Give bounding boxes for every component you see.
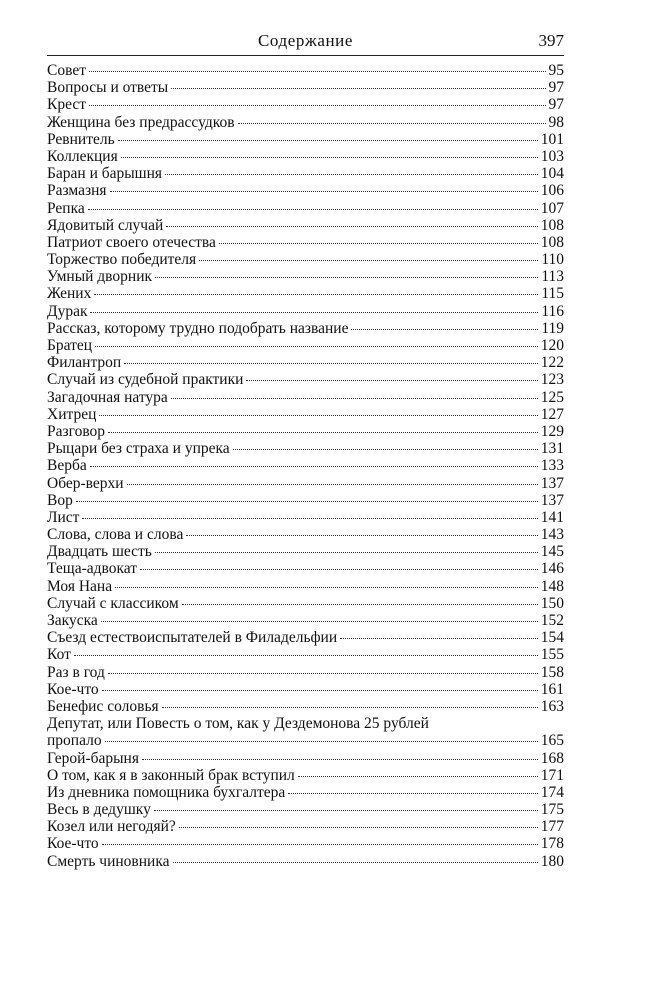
- dot-leader: [142, 759, 538, 760]
- toc-entry: [47, 767, 564, 784]
- toc-entry: [47, 629, 564, 646]
- toc-entry: [47, 389, 564, 406]
- toc-entry-page: 129: [540, 422, 564, 440]
- toc-entry: [47, 62, 564, 79]
- dot-leader: [74, 655, 538, 656]
- dot-leader: [90, 312, 538, 313]
- dot-leader: [94, 294, 538, 295]
- dot-leader: [90, 466, 538, 467]
- toc-entry-page: 116: [541, 302, 564, 320]
- toc-entry: [47, 423, 564, 440]
- toc-entry-title: Из дневника помощника бухгалтера: [47, 783, 286, 801]
- dot-leader: [95, 346, 538, 347]
- toc-entry: [47, 543, 564, 560]
- toc-entry-title: Моя Нана: [47, 577, 113, 595]
- toc-entry-title: Двадцать шесть: [47, 543, 152, 561]
- toc-entry-page: 141: [540, 508, 564, 526]
- toc-entry-title: Совет: [47, 62, 86, 79]
- toc-entry-title: Кое-что: [47, 680, 99, 698]
- toc-entry-page: 171: [540, 766, 564, 784]
- toc-entry-title: Торжество победителя: [47, 251, 197, 269]
- toc-entry-title: Филантроп: [47, 354, 122, 372]
- toc-entry: [47, 131, 564, 148]
- toc-entry-title: Умный дворник: [47, 268, 153, 286]
- dot-leader: [101, 621, 538, 622]
- toc-entry: [47, 853, 564, 870]
- dot-leader: [219, 243, 538, 244]
- dot-leader: [102, 690, 538, 691]
- toc-entry: [47, 646, 564, 663]
- toc-entry: [47, 200, 564, 217]
- toc-entry-title: Верба: [47, 457, 87, 475]
- toc-entry-title: Весь в дедушку: [47, 801, 151, 819]
- toc-entry: [47, 664, 564, 681]
- toc-entry-page: 180: [540, 852, 564, 870]
- dot-leader: [89, 105, 545, 106]
- dot-leader: [115, 587, 538, 588]
- toc-entry: [47, 509, 564, 526]
- dot-leader: [179, 827, 538, 828]
- dot-leader: [140, 569, 538, 570]
- dot-leader: [162, 707, 538, 708]
- toc-entry-title: Патриот своего отечества: [47, 233, 216, 251]
- toc-entry-title: Женщина без предрассудков: [47, 113, 235, 131]
- toc-entry-page: 104: [540, 165, 564, 183]
- toc-entry: [47, 148, 564, 165]
- toc-entry-page: 108: [540, 233, 564, 251]
- dot-leader: [154, 810, 538, 811]
- toc-entry-page: 127: [540, 405, 564, 423]
- toc-entry: [47, 578, 564, 595]
- toc-entry-page: 119: [541, 319, 564, 337]
- toc-entry-page: 107: [540, 199, 564, 217]
- toc-entry-page: 106: [540, 182, 564, 200]
- toc-entry-page: 178: [540, 835, 564, 853]
- dot-leader: [182, 604, 538, 605]
- toc-entry-title: Дурак: [47, 302, 88, 320]
- toc-entry-page: 137: [540, 491, 564, 509]
- toc-entry-title: Случай из судебной практики: [47, 371, 244, 389]
- toc-entry: [47, 784, 564, 801]
- toc-entry-title: Размазня: [47, 182, 107, 200]
- toc-entry-title: Смерть чиновника: [47, 852, 170, 870]
- toc-entry-page: 146: [540, 560, 564, 578]
- toc-entry-title: Ревнитель: [47, 130, 115, 148]
- toc-entry: [47, 595, 564, 612]
- dot-leader: [105, 741, 538, 742]
- dot-leader: [246, 380, 537, 381]
- toc-entry-title: Баран и барышня: [47, 165, 163, 183]
- dot-leader: [298, 776, 538, 777]
- dot-leader: [288, 793, 537, 794]
- toc-entry: [47, 285, 564, 302]
- toc-entry-title: Бенефис соловья: [47, 697, 159, 715]
- header-title: Содержание: [257, 31, 354, 50]
- toc-entry-page: 137: [540, 474, 564, 492]
- dot-leader: [89, 71, 546, 72]
- toc-entry-page: 133: [540, 457, 564, 475]
- dot-leader: [171, 398, 538, 399]
- toc-entry-page: 95: [548, 62, 564, 79]
- header-rule: [47, 55, 564, 56]
- toc-entry-page: 174: [540, 783, 564, 801]
- toc-entry-title: О том, как я в законный брак вступил: [47, 766, 295, 784]
- toc-entry: [47, 234, 564, 251]
- toc-entry: [47, 303, 564, 320]
- toc-entry-title: Слова, слова и слова: [47, 526, 184, 544]
- toc-entry-page: 131: [540, 440, 564, 458]
- toc-entry: [47, 457, 564, 474]
- toc-entry: [47, 818, 564, 835]
- toc-entry: [47, 182, 564, 199]
- toc-entry: [47, 251, 564, 268]
- dot-leader: [233, 449, 538, 450]
- toc-entry: [47, 560, 564, 577]
- toc-entry-page: 158: [540, 663, 564, 681]
- toc-entry: [47, 406, 564, 423]
- toc-entry-page: 165: [540, 732, 564, 750]
- toc-entry-title: Жених: [47, 285, 92, 303]
- toc-entry-title: Разговор: [47, 422, 106, 440]
- dot-leader: [351, 329, 538, 330]
- dot-leader: [121, 157, 538, 158]
- toc-entry: [47, 354, 564, 371]
- toc-entry-page: 145: [540, 543, 564, 561]
- toc-entry-title: Герой-барыня: [47, 749, 139, 767]
- toc-entry-page: 97: [548, 96, 564, 114]
- toc-entry-page: 148: [540, 577, 564, 595]
- dot-leader: [155, 552, 538, 553]
- dot-leader: [110, 191, 538, 192]
- toc-entry: [47, 475, 564, 492]
- toc-entry-title: Случай с классиком: [47, 594, 179, 612]
- toc-entry: [47, 715, 564, 749]
- dot-leader: [186, 535, 537, 536]
- toc-entry-title: Репка: [47, 199, 85, 217]
- toc-entry-title: Хитрец: [47, 405, 97, 423]
- dot-leader: [165, 174, 538, 175]
- dot-leader: [155, 277, 538, 278]
- toc-entry-page: 177: [540, 818, 564, 836]
- toc-entry-page: 125: [540, 388, 564, 406]
- toc-entry: [47, 320, 564, 337]
- toc-entry: [47, 612, 564, 629]
- toc-entry-title: Вопросы и ответы: [47, 79, 169, 97]
- toc-entry-page: 108: [540, 216, 564, 234]
- toc-entry: [47, 440, 564, 457]
- dot-leader: [340, 638, 538, 639]
- toc-entry-title: Братец: [47, 337, 93, 354]
- toc-entry: [47, 337, 564, 354]
- toc-entry-page: 123: [540, 371, 564, 389]
- toc-entry-title: Обер-верхи: [47, 474, 124, 492]
- toc-entry: [47, 526, 564, 543]
- toc-entry: [47, 750, 564, 767]
- toc-entry-page: 110: [541, 251, 564, 269]
- running-header: [47, 31, 564, 55]
- dot-leader: [76, 501, 538, 502]
- toc-entry: [47, 371, 564, 388]
- header-page-number: 397: [538, 31, 564, 50]
- dot-leader: [99, 415, 537, 416]
- toc-entry-title: Вор: [47, 491, 73, 509]
- toc-entry-page: 152: [540, 612, 564, 629]
- toc-entry-title: Депутат, или Повесть о том, как у Дездемонова 25 рублей: [47, 715, 429, 733]
- toc-entry: [47, 698, 564, 715]
- toc-entry-page: 150: [540, 594, 564, 612]
- toc-entry-title: Ядовитый случай: [47, 216, 164, 234]
- dot-leader: [166, 226, 537, 227]
- dot-leader: [108, 432, 538, 433]
- toc-entry-page: 101: [540, 130, 564, 148]
- toc-entry-page: 122: [540, 354, 564, 372]
- toc-entry-title: Закуска: [47, 612, 98, 629]
- toc-entry-title: Козел или негодяй?: [47, 818, 176, 836]
- toc-entry: [47, 492, 564, 509]
- dot-leader: [171, 88, 545, 89]
- toc-entry: [47, 835, 564, 852]
- table-of-contents: [47, 62, 564, 870]
- dot-leader: [118, 140, 538, 141]
- dot-leader: [199, 260, 538, 261]
- dot-leader: [88, 209, 538, 210]
- toc-entry-title: Коллекция: [47, 147, 118, 165]
- toc-entry-page: 155: [540, 646, 564, 664]
- toc-entry: [47, 801, 564, 818]
- toc-entry: [47, 217, 564, 234]
- toc-entry-page: 175: [540, 801, 564, 819]
- dot-leader: [102, 844, 538, 845]
- toc-entry-page: 98: [548, 113, 564, 131]
- toc-entry-title: Теща-адвокат: [47, 560, 138, 578]
- toc-entry-page: 163: [540, 697, 564, 715]
- toc-entry-title: Рыцари без страха и упрека: [47, 440, 230, 458]
- toc-entry: [47, 681, 564, 698]
- dot-leader: [108, 673, 538, 674]
- toc-entry-title: Лист: [47, 508, 80, 526]
- toc-entry-page: 115: [541, 285, 564, 303]
- toc-entry: [47, 114, 564, 131]
- toc-entry-title-continued: пропало: [47, 732, 102, 750]
- toc-entry-title: Загадочная натура: [47, 388, 168, 406]
- toc-entry-title: Кое-что: [47, 835, 99, 853]
- toc-entry: [47, 96, 564, 113]
- toc-entry-page: 103: [540, 147, 564, 165]
- toc-entry-page: 97: [548, 79, 564, 97]
- toc-entry: [47, 268, 564, 285]
- dot-leader: [124, 363, 538, 364]
- toc-entry-page: 168: [540, 749, 564, 767]
- toc-entry-title: Крест: [47, 96, 87, 114]
- dot-leader: [238, 123, 546, 124]
- toc-entry-title: Съезд естествоиспытателей в Филадельфии: [47, 629, 338, 647]
- dot-leader: [82, 518, 537, 519]
- toc-entry-page: 143: [540, 526, 564, 544]
- toc-entry-title: Рассказ, которому трудно подобрать название: [47, 319, 349, 337]
- toc-entry-page: 161: [540, 680, 564, 698]
- toc-entry-page: 113: [541, 268, 564, 286]
- dot-leader: [127, 484, 538, 485]
- toc-entry-title: Кот: [47, 646, 71, 664]
- toc-entry-page: 120: [540, 337, 564, 354]
- dot-leader: [173, 862, 538, 863]
- toc-entry-title: Раз в год: [47, 663, 105, 681]
- toc-entry-page: 154: [540, 629, 564, 647]
- toc-entry: [47, 165, 564, 182]
- toc-entry: [47, 79, 564, 96]
